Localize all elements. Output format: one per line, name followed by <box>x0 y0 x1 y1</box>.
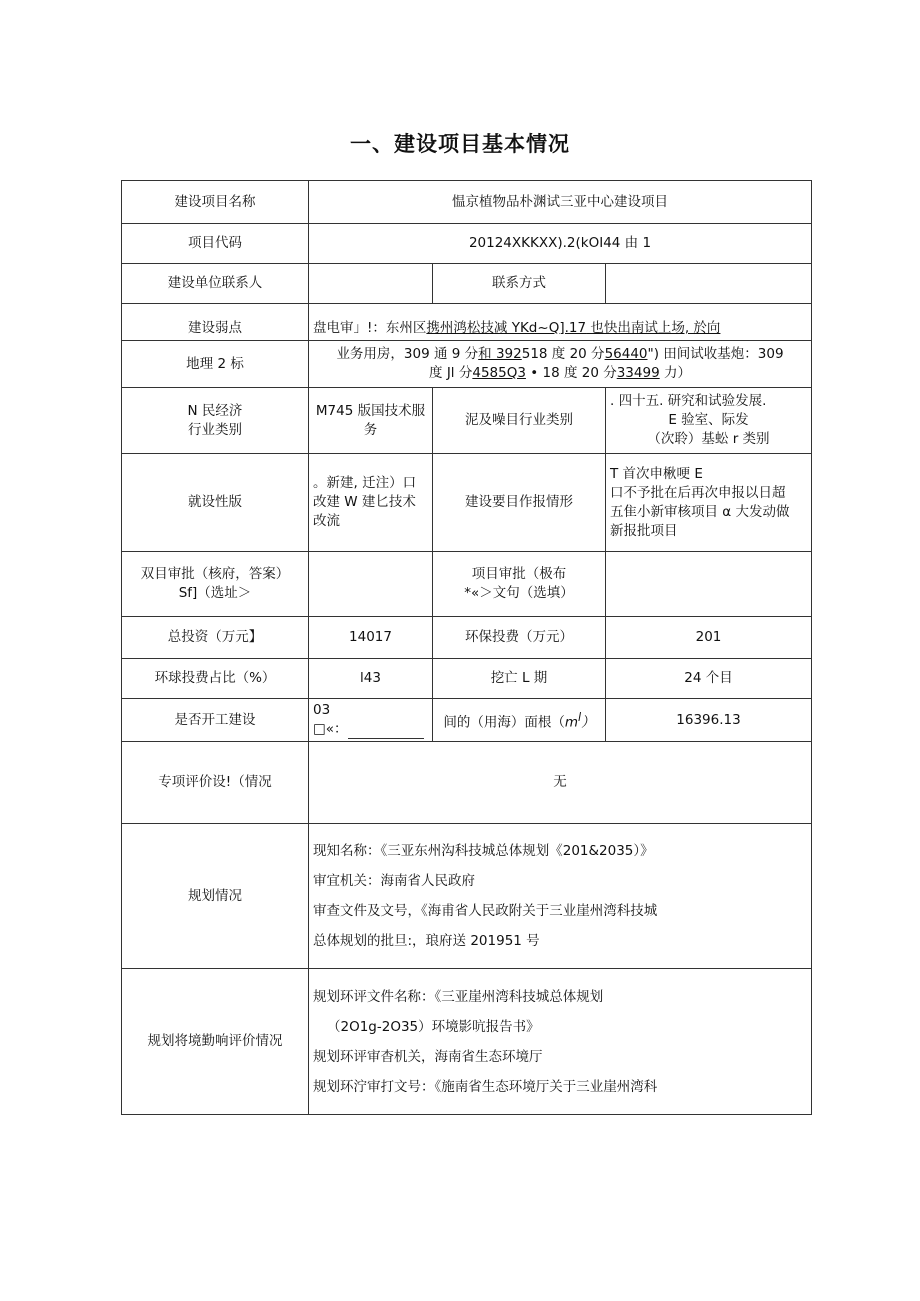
started-blank-line <box>348 726 424 739</box>
label-project-name: 建设项目名称 <box>122 181 309 224</box>
area-label-unit: m <box>564 714 578 731</box>
env-line-4: 规划环泞审打文号：《施南省生态环境厅关于三业崖州湾科 <box>313 1078 658 1095</box>
label-contact-method: 联系方式 <box>433 264 606 304</box>
geo-l1-e: ") 田间试收基炮：309 <box>647 346 784 362</box>
value-planning <box>309 824 812 969</box>
value-env-eval <box>309 969 812 1115</box>
label-planning: 规划情况 <box>122 824 309 969</box>
geo-line-2 <box>313 364 807 383</box>
location-part-b: 携州鸿松技减 YKd~Q].17 <box>426 320 587 336</box>
planning-line-4: 总体规划的批旦:，琅府送 201951 号 <box>313 933 540 949</box>
report-type-l2: 口不予批在后再次申报以日超 <box>610 484 786 501</box>
row-project-code <box>122 224 812 264</box>
approval-label-l2: Sf]（选址＞ <box>178 585 252 601</box>
row-geo <box>122 341 812 388</box>
value-approval <box>309 552 433 617</box>
row-env-eval <box>122 969 812 1115</box>
label-project-code: 项目代码 <box>122 224 309 264</box>
value-location <box>309 304 812 341</box>
location-part-a: 盘电审」!：东州区 <box>313 320 427 336</box>
row-project-name <box>122 181 812 224</box>
env-line-2: （2O1g-2O35）环境影吭报告书》 <box>327 1018 540 1035</box>
value-approval-2 <box>606 552 812 617</box>
area-label-a: 间的（用海）面根（ <box>443 714 565 731</box>
row-nature <box>122 454 812 552</box>
started-l2 <box>313 720 428 739</box>
env-line-1: 规划环评文件名称：《三亚崖州湾科技城总体规划 <box>313 988 604 1005</box>
label-special: 专项评价设!（情况 <box>122 742 309 824</box>
approval2-label-l2: *«＞文句（选填） <box>464 585 574 601</box>
report-type-l1: T 首次申楸哽 E <box>610 465 703 482</box>
geo-l2-c: • 18 度 20 分 <box>525 365 617 381</box>
started-l1: 03 <box>313 702 331 718</box>
value-contact-method <box>606 264 812 304</box>
nature-l1: 。新建, 迁注）口 <box>313 475 417 491</box>
planning-line-2: 审宜机关：海南省人民政府 <box>313 873 475 889</box>
value-env-industry <box>606 388 812 454</box>
geo-l2-d: 33499 <box>616 365 660 381</box>
value-report-type <box>606 454 812 552</box>
value-special: 无 <box>309 742 812 824</box>
label-geo: 地理 2 标 <box>122 341 309 388</box>
env-line-3: 规划环评审杳机关，海南省生态环境厅 <box>313 1048 543 1065</box>
geo-l2-b: 4585Q3 <box>472 365 526 381</box>
geo-l1-d: 56440 <box>604 346 648 362</box>
row-ratio <box>122 659 812 699</box>
label-nature: 就设性版 <box>122 454 309 552</box>
env-industry-l1: . 四十五. 研究和试验发展. <box>610 393 767 409</box>
env-industry-l2: E 验室、际发 <box>668 412 749 428</box>
geo-l1-c: 518 度 20 分 <box>521 346 605 362</box>
geo-line-1 <box>313 345 807 364</box>
area-label-sup: l <box>578 710 582 724</box>
label-period: 挖亡 L 期 <box>433 659 606 699</box>
planning-line-3: 审查文件及文号，《海甫省人民政附关于三业崖州湾科技城 <box>313 903 658 919</box>
value-project-name: 愠京植物品朴渊试三亚中心建设项目 <box>309 181 812 224</box>
approval-label-l1: 双目审批（核府，答案） <box>140 566 290 582</box>
area-label-c: ） <box>581 714 595 731</box>
label-location: 建设弱点 <box>122 304 309 341</box>
row-industry <box>122 388 812 454</box>
value-period: 24 个目 <box>606 659 812 699</box>
label-env-invest: 环保投费（万元） <box>433 617 606 659</box>
value-project-code: 20124XKKXX).2(kOI44 由 1 <box>309 224 812 264</box>
value-industry: M745 版国技术服务 <box>309 388 433 454</box>
label-total-invest: 总投资（万元】 <box>122 617 309 659</box>
label-report-type: 建设要目作报情形 <box>433 454 606 552</box>
label-approval <box>122 552 309 617</box>
approval2-label-l1: 项目审批（极布 <box>471 566 567 582</box>
report-type-l4: 新报批项目 <box>610 522 678 539</box>
location-part-c: 也快出南试上场, 於向 <box>586 320 721 336</box>
row-approval <box>122 552 812 617</box>
value-env-invest: 201 <box>606 617 812 659</box>
geo-l2-e: 力） <box>659 365 691 381</box>
label-ratio: 环球投费占比（%） <box>122 659 309 699</box>
value-area: 16396.13 <box>606 699 812 742</box>
geo-l1-a: 业务用房，309 通 9 分 <box>336 346 479 362</box>
env-industry-l3: （次聆）基蚣 r 类别 <box>647 431 770 447</box>
planning-line-1: 现知名称：《三亚东州沟科技城总体规划《201&2035）》 <box>313 843 654 859</box>
geo-l1-b: 和 392 <box>478 346 522 362</box>
label-industry <box>122 388 309 454</box>
label-env-eval: 规划将境勤响评价情况 <box>122 969 309 1115</box>
nature-l3: 改流 <box>313 513 340 529</box>
geo-l2-a: 度 Jl 分 <box>429 365 473 381</box>
row-location <box>122 304 812 341</box>
row-invest <box>122 617 812 659</box>
started-l2-text: □«： <box>313 721 348 737</box>
row-started <box>122 699 812 742</box>
row-planning <box>122 824 812 969</box>
nature-l2: 改建 W 建匕技术 <box>313 494 416 510</box>
value-total-invest: 14017 <box>309 617 433 659</box>
label-started: 是否开工建设 <box>122 699 309 742</box>
report-type-l3: 五隹小新审核项目 α 大发动做 <box>610 503 790 520</box>
label-env-industry: 泥及噪目行业类别 <box>433 388 606 454</box>
basic-info-table <box>121 180 812 1115</box>
value-started <box>309 699 433 742</box>
label-area <box>433 699 606 742</box>
label-contact-person: 建设单位联系人 <box>122 264 309 304</box>
row-contact <box>122 264 812 304</box>
label-approval-2 <box>433 552 606 617</box>
row-special <box>122 742 812 824</box>
value-geo <box>309 341 812 388</box>
industry-label-l2: 行业类别 <box>188 421 242 438</box>
value-nature <box>309 454 433 552</box>
value-contact-person <box>309 264 433 304</box>
value-ratio: l43 <box>309 659 433 699</box>
industry-label-l1: N 民经济 <box>187 402 243 419</box>
page-title: 一、建设项目基本情况 <box>350 132 570 156</box>
